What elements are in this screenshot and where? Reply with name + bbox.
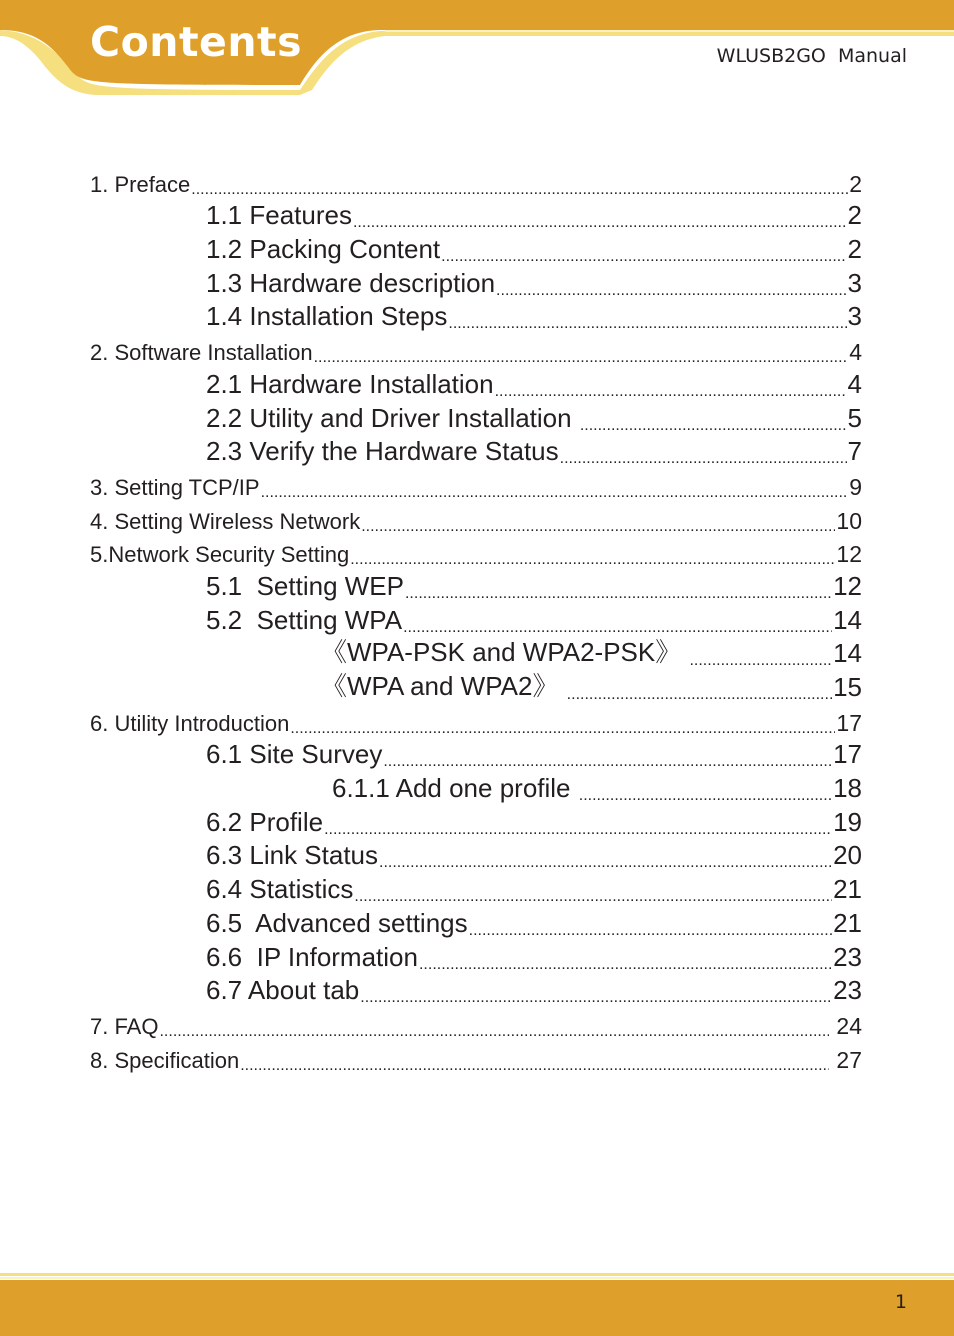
- dot-leader: [191, 182, 848, 202]
- toc-entry-page: 21: [833, 874, 862, 905]
- toc-entry[interactable]: [90, 842, 862, 876]
- toc-entry-title: 2.1 Hardware Installation: [206, 368, 494, 399]
- toc-entry-page: 5: [847, 402, 862, 433]
- toc-entry-title: 6.3 Link Status: [206, 840, 378, 871]
- toc-entry[interactable]: [90, 303, 862, 337]
- toc-entry[interactable]: [90, 438, 862, 472]
- toc-entry[interactable]: [90, 370, 862, 404]
- dot-leader: [350, 552, 835, 572]
- toc-entry-title: 5.1 Setting WEP: [206, 570, 404, 601]
- toc-entry-title: 5.Network Security Setting: [90, 542, 350, 568]
- dot-leader: [469, 923, 832, 943]
- toc-entry[interactable]: [90, 539, 862, 573]
- toc-entry-page: 14: [833, 638, 862, 669]
- dot-leader: [361, 519, 835, 539]
- toc-entry[interactable]: [90, 235, 862, 269]
- dot-leader: [379, 855, 832, 875]
- toc-entry-page: 21: [833, 907, 862, 938]
- page-title: Contents: [90, 18, 303, 66]
- dot-leader: [383, 754, 832, 774]
- toc-entry[interactable]: [90, 741, 862, 775]
- toc-entry-page: 3: [847, 267, 862, 298]
- dot-leader: [560, 451, 847, 471]
- dot-leader: [314, 350, 849, 370]
- dot-leader: [580, 418, 847, 438]
- dot-leader: [290, 721, 835, 741]
- toc-entry[interactable]: [90, 505, 862, 539]
- page-number: 1: [894, 1291, 907, 1313]
- toc-entry[interactable]: [90, 404, 862, 438]
- toc-entry-title: 2.2 Utility and Driver Installation: [206, 402, 579, 433]
- toc-entry-page: 4: [847, 368, 862, 399]
- toc-entry-page: 12: [833, 570, 862, 601]
- toc-entry-page: 20: [833, 840, 862, 871]
- toc-entry-title: 6.1.1 Add one profile: [332, 773, 578, 804]
- toc-entry-title: 2. Software Installation: [90, 340, 313, 366]
- toc-entry-title: 《WPA-PSK and WPA2-PSK》: [321, 637, 689, 668]
- toc-entry[interactable]: [90, 707, 862, 741]
- dot-leader: [353, 215, 847, 235]
- toc-entry-page: 3: [847, 301, 862, 332]
- dot-leader: [448, 316, 846, 336]
- dot-leader: [496, 283, 846, 303]
- toc-entry-title: 1.3 Hardware description: [206, 267, 496, 298]
- toc-entry[interactable]: [90, 471, 862, 505]
- toc-entry-title: 4. Setting Wireless Network: [90, 508, 361, 534]
- toc-entry-page: 27: [830, 1046, 862, 1073]
- dot-leader: [354, 889, 832, 909]
- toc-entry[interactable]: [90, 336, 862, 370]
- toc-entry-title: 1.4 Installation Steps: [206, 301, 448, 332]
- toc-entry-title: 8. Specification: [90, 1047, 240, 1073]
- toc-entry-page: 18: [833, 773, 862, 804]
- toc-entry-title: 3. Setting TCP/IP: [90, 474, 260, 500]
- toc-entry-page: 2: [849, 170, 862, 197]
- dot-leader: [405, 586, 832, 606]
- toc-entry-title: 1. Preface: [90, 171, 191, 197]
- toc-entry-page: 2: [847, 200, 862, 231]
- toc-entry-title: 6.1 Site Survey: [206, 739, 383, 770]
- dot-leader: [689, 653, 832, 673]
- toc-entry-title: 6.2 Profile: [206, 806, 324, 837]
- toc-entry-title: 6.4 Statistics: [206, 874, 354, 905]
- toc-entry-page: 12: [836, 541, 862, 568]
- toc-entry[interactable]: [90, 909, 862, 943]
- toc-entry-page: 7: [847, 436, 862, 467]
- footer-band: [0, 1270, 954, 1336]
- toc-entry[interactable]: [90, 977, 862, 1011]
- toc-entry[interactable]: [90, 943, 862, 977]
- manual-label: WLUSB2GO Manual: [716, 45, 907, 67]
- dot-leader: [261, 485, 849, 505]
- toc-entry-title: 6.7 About tab: [206, 975, 360, 1006]
- dot-leader: [324, 822, 832, 842]
- toc-entry-page: 17: [836, 709, 862, 736]
- toc-entry-page: 2: [847, 234, 862, 265]
- dot-leader: [360, 990, 832, 1010]
- dot-leader: [419, 957, 832, 977]
- dot-leader: [495, 384, 847, 404]
- toc-entry-page: 23: [833, 975, 862, 1006]
- dot-leader: [441, 249, 846, 269]
- toc-entry-page: 17: [833, 739, 862, 770]
- toc-entry[interactable]: [90, 875, 862, 909]
- toc-entry[interactable]: [90, 168, 862, 202]
- toc-entry-title: 6. Utility Introduction: [90, 710, 290, 736]
- dot-leader: [240, 1058, 829, 1078]
- toc-entry-page: 14: [833, 604, 862, 635]
- toc-entry-page: 23: [833, 941, 862, 972]
- toc-entry-page: 4: [849, 339, 862, 366]
- toc-entry[interactable]: [90, 572, 862, 606]
- dot-leader: [159, 1024, 829, 1044]
- toc-entry-page: 15: [833, 672, 862, 702]
- toc-entry[interactable]: [90, 202, 862, 236]
- toc-entry[interactable]: [90, 673, 862, 707]
- toc-entry-title: 5.2 Setting WPA: [206, 604, 403, 635]
- dot-leader: [579, 788, 832, 808]
- toc-entry-title: 6.5 Advanced settings: [206, 907, 468, 938]
- table-of-contents: [90, 168, 862, 1078]
- toc-entry[interactable]: [90, 774, 862, 808]
- toc-entry[interactable]: [90, 1010, 862, 1044]
- toc-entry[interactable]: [90, 808, 862, 842]
- toc-entry-title: 6.6 IP Information: [206, 941, 418, 972]
- toc-entry-page: 10: [836, 507, 862, 534]
- toc-entry-title: 2.3 Verify the Hardware Status: [206, 436, 559, 467]
- toc-entry[interactable]: [90, 269, 862, 303]
- dot-leader: [567, 687, 832, 707]
- toc-entry-page: 9: [849, 473, 862, 500]
- toc-entry-page: 24: [830, 1012, 862, 1039]
- toc-entry-page: 19: [833, 806, 862, 837]
- toc-entry-title: 1.2 Packing Content: [206, 234, 441, 265]
- toc-entry-title: 1.1 Features: [206, 200, 352, 231]
- toc-entry-title: 《WPA and WPA2》: [321, 671, 566, 701]
- toc-entry-title: 7. FAQ: [90, 1013, 159, 1039]
- toc-entry[interactable]: [90, 1044, 862, 1078]
